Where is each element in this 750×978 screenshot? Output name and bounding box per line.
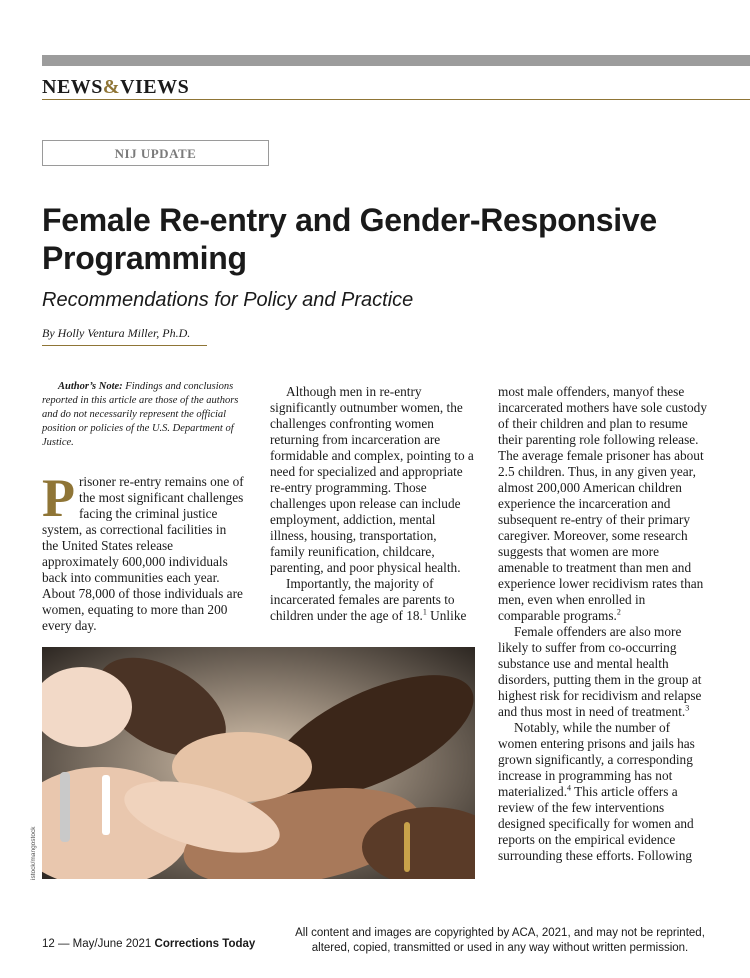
author-note: [42, 380, 244, 450]
section-ampersand: &: [102, 76, 121, 98]
paragraph-text: Unlike: [426, 608, 467, 623]
paragraph-text: Notably, while the number of women entering prisons and jails has grown significantly, a corresponding increase in programming has not materialized.: [498, 720, 695, 799]
paragraph: [270, 576, 474, 624]
drop-cap: P: [42, 468, 75, 528]
byline: By Holly Ventura Miller, Ph.D.: [42, 326, 207, 346]
paragraph: [498, 624, 708, 720]
section-rule: [42, 99, 750, 100]
author-note-label: Author’s Note:: [58, 381, 123, 392]
magazine-name: Corrections Today: [154, 938, 256, 950]
article-title: Female Re-entry and Gender-Responsive Programming: [42, 202, 657, 276]
intro-text: risoner re-entry remains one of the most significant challenges facing the criminal justice system, as correctional facilities in the United States release approximately 600,000 individuals back into communities each year. About 78,000 of those individuals are women, equating to more than 200 every day.: [42, 474, 244, 633]
issue-date: — May/June 2021: [54, 938, 155, 950]
column-2: [270, 384, 474, 624]
column-1: [42, 380, 244, 634]
department-label: NIJ UPDATE: [42, 140, 269, 166]
intro-paragraph: [42, 468, 244, 634]
copyright-notice: All content and images are copyrighted by ACA, 2021, and may not be reprinted, altered, copied, transmitted or used in any way without written permission.: [295, 927, 705, 954]
column-3: [498, 384, 708, 864]
section-news: NEWS: [42, 76, 103, 98]
paragraph: [498, 720, 708, 864]
paragraph-text: This article offers a review of the few interventions designed specifically for women and reports on the empirical evidence surrounding these efforts. Following: [498, 784, 694, 863]
section-header: [42, 76, 189, 99]
page-number: 12: [42, 938, 55, 950]
page-folio: [42, 938, 255, 950]
footnote-ref: 3: [685, 703, 690, 713]
top-bar: [42, 55, 750, 66]
paragraph-text: most male offenders, manyof these incarcerated mothers have sole custody of their children and plan to resume their parenting role following release. The average female prisoner has about 2.5 children. Thus, in any given year, almost 200,000 American children experience the incarceration and subsequent re-entry of their primary caregiver. Moreover, some research suggests that women are more amenable to treatment than men and experience lower recidivism rates than men, even when enrolled in comparable programs.: [498, 384, 707, 623]
hands-photo: [42, 647, 475, 879]
paragraph: [498, 384, 708, 624]
paragraph-text: Female offenders are also more likely to suffer from co-occurring substance use and mental health disorders, putting them in the group at highest risk for recidivism and relapse and thus most in need of treatment.: [498, 624, 702, 719]
paragraph: Although men in re-entry significantly outnumber women, the challenges confronting women returning from incarceration are formidable and complex, pointing to a need for specialized and appropriate re-entry programming. Those challenges upon release can include employment, addiction, mental illness, housing, transportation, family reunification, childcare, parenting, and poor physical health.: [270, 384, 474, 575]
footnote-ref: 4: [567, 783, 572, 793]
paragraph-text: Importantly, the majority of incarcerated females are parents to children under the age of 18.: [270, 576, 455, 623]
article-subtitle: Recommendations for Policy and Practice: [42, 289, 414, 311]
hands-illustration: [42, 647, 475, 879]
footnote-ref: 2: [616, 607, 621, 617]
author-note-text: Findings and conclusions reported in this article are those of the authors and do not necessarily represent the official position or policies of the U.S. Department of Justice.: [42, 381, 239, 448]
photo-credit: istock/mangostock: [30, 826, 37, 880]
footnote-ref: 1: [422, 607, 427, 617]
section-views: VIEWS: [120, 76, 190, 98]
